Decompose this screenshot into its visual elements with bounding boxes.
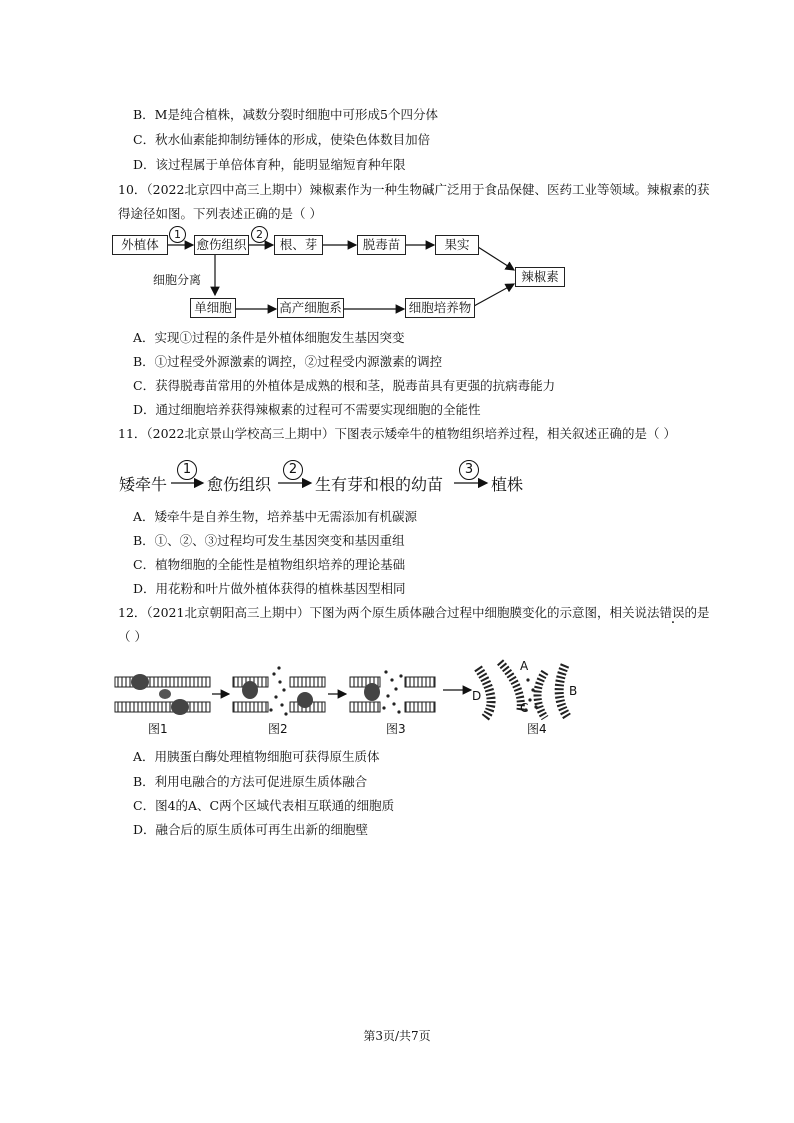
page-footer: 第3页/共7页 <box>363 1029 431 1043</box>
q11-stage-callus: 愈伤组织 <box>207 475 272 494</box>
q10-label-separation: 细胞分离 <box>153 273 202 287</box>
fig4-label-a: A <box>520 659 529 673</box>
q10-stem-line1: 10．（2022北京四中高三上期中）辣椒素作为一种生物碱广泛用于食品保健、医药工业等领域。辣椒素的获 <box>118 182 710 197</box>
q10-step1-marker: 1 <box>169 226 186 243</box>
q10-node-single-cell: 单细胞 <box>190 298 236 318</box>
fig1-caption: 图1 <box>148 722 168 736</box>
q12-option-b: B．利用电融合的方法可促进原生质体融合 <box>133 774 368 789</box>
fig4-label-d: D <box>472 689 482 703</box>
q12-option-a: A．用胰蛋白酶处理植物细胞可获得原生质体 <box>133 749 380 764</box>
q10-stem-line2: 得途径如图。下列表述正确的是（ ） <box>118 206 322 221</box>
q12-option-d: D．融合后的原生质体可再生出新的细胞壁 <box>133 822 369 837</box>
q11-stage-seedling: 生有芽和根的幼苗 <box>315 475 444 494</box>
q10-node-fruit: 果实 <box>435 235 479 255</box>
q11-step2-marker: 2 <box>283 460 303 480</box>
q12-option-c: C．图4的A、C两个区域代表相互联通的细胞质 <box>133 798 395 813</box>
q11-stage-petunia: 矮牵牛 <box>119 475 168 494</box>
q9-option-b: B．M是纯合植株，减数分裂时细胞中可形成5个四分体 <box>133 107 438 122</box>
q11-stem: 11．（2022北京景山学校高三上期中）下图表示矮牵牛的植物组织培养过程，相关叙述正确的是（ ） <box>118 426 676 441</box>
q10-node-culture: 细胞培养物 <box>405 298 475 318</box>
q12-stem-suffix: 的是 <box>684 605 710 620</box>
fig4-label-c: C <box>520 701 529 715</box>
q10-node-root-bud: 根、芽 <box>274 235 323 255</box>
q10-option-d: D．通过细胞培养获得辣椒素的过程可不需要实现细胞的全能性 <box>133 402 481 417</box>
q10-step2-marker: 2 <box>251 226 268 243</box>
q12-stem-prefix: 12．（2021北京朝阳高三上期中）下图为两个原生质体融合过程中细胞膜变化的示意图，相关说法 <box>118 605 660 620</box>
q12-stem-line2: （ ） <box>118 629 147 644</box>
q12-stem-emphasis: 错误 <box>659 605 685 620</box>
q10-option-a: A．实现①过程的条件是外植体细胞发生基因突变 <box>133 330 405 345</box>
fig2-membranes <box>233 666 325 715</box>
q10-option-c: C．获得脱毒苗常用的外植体是成熟的根和茎，脱毒苗具有更强的抗病毒能力 <box>133 378 556 393</box>
q10-node-explant: 外植体 <box>112 235 168 255</box>
q10-node-capsaicin: 辣椒素 <box>515 267 565 287</box>
q11-option-a: A．矮牵牛是自养生物，培养基中无需添加有机碳源 <box>133 509 418 524</box>
fig4-caption: 图4 <box>527 722 547 736</box>
fig1-membranes <box>115 674 210 715</box>
q9-option-c: C．秋水仙素能抑制纺锤体的形成，使染色体数目加倍 <box>133 132 431 147</box>
q11-option-c: C．植物细胞的全能性是植物组织培养的理论基础 <box>133 557 406 572</box>
q11-option-d: D．用花粉和叶片做外植体获得的植株基因型相同 <box>133 581 406 596</box>
q10-node-virus-free: 脱毒苗 <box>357 235 406 255</box>
q11-step3-marker: 3 <box>459 460 479 480</box>
q9-option-d: D．该过程属于单倍体育种，能明显缩短育种年限 <box>133 157 406 172</box>
q11-option-b: B．①、②、③过程均可发生基因突变和基因重组 <box>133 533 405 548</box>
fig3-membranes <box>350 670 435 713</box>
q10-node-high-yield: 高产细胞系 <box>277 298 344 318</box>
q11-step1-marker: 1 <box>177 460 197 480</box>
fig3-caption: 图3 <box>386 722 406 736</box>
q10-option-b: B．①过程受外源激素的调控，②过程受内源激素的调控 <box>133 354 443 369</box>
q11-stage-plant: 植株 <box>491 475 524 494</box>
q10-node-callus: 愈伤组织 <box>194 235 249 255</box>
fig2-caption: 图2 <box>268 722 288 736</box>
fig4-label-b: B <box>569 684 578 698</box>
